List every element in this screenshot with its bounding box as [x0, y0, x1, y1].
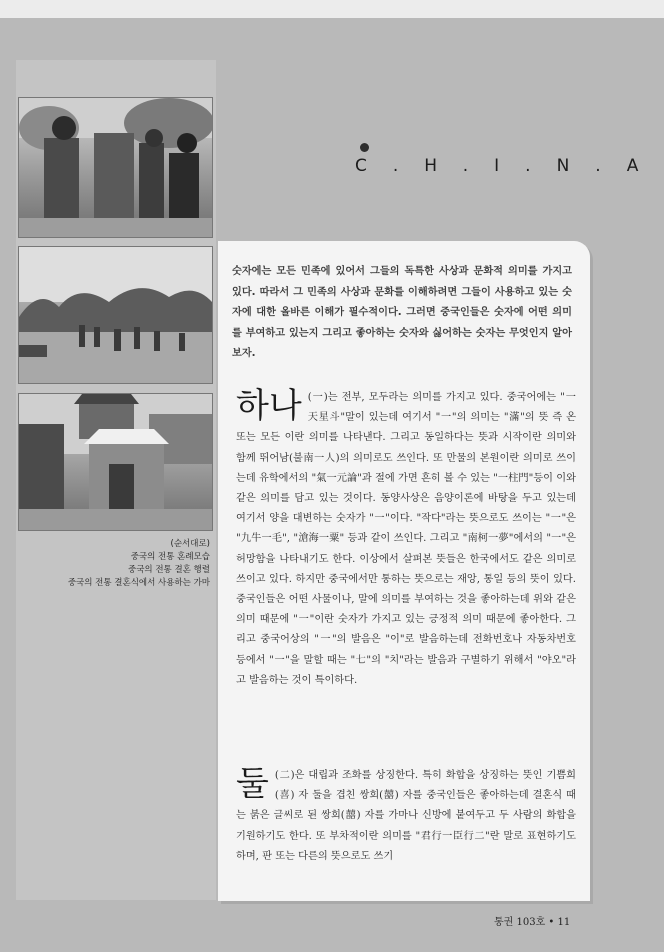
caption-line-2: 중국의 전통 결혼 행렬 [127, 565, 210, 575]
caption-line-order: (순서대로) [170, 539, 210, 549]
caption-line-1: 중국의 전통 혼례모습 [130, 552, 210, 562]
section-two-heading: 둘 [236, 764, 269, 804]
bullet-dot-icon [360, 143, 369, 152]
photo-wedding-ceremony-image [19, 98, 212, 237]
photo-wedding-palanquin [18, 393, 213, 531]
top-margin [0, 0, 664, 18]
photo-caption [30, 538, 210, 590]
section-one-text: (一)는 전부, 모두라는 의미를 가지고 있다. 중국어에는 "一天星斗"말이 있는데 여기서 "一"의 의미는 "滿"의 뜻 즉 온 또는 모든 이란 의미를 나타낸다. 그리고 동일하다는 뜻과 시작이란 의미와 함께 뛰어남(불南一人)의 의미로도 쓰인다. 또 만물의 본원이란 의미로 쓰이는데 유학에서의 "氣一元論"과 절에 가면 흔히 볼 수 있는 "一柱門"등이 이와 같은 의미를 담고 있는 것이다. 동양사상은 음양이론에 바탕을 두고 있는데 여기서 양을 대변하는 숫자가 "一"이다. "작다"라는 뜻으로도 쓰이는 "一"은 "九牛一毛", "滄海一粟" 등과 같이 쓰인다. 그리고 "南柯一夢"에서의 "一"은 허망함을 나타내기도 한다. 이상에서 살펴본 뜻들은 한국에서도 같은 의미로 쓰이고 있다. 하지만 중국에서만 통하는 뜻으로는 재앙, 통일 등의 뜻이 있다. 중국인들은 어떤 사물이나, 말에 의미를 부여하는 것을 좋아하는데 위와 같은 의미 때문에 "一"이란 숫자가 가지고 있는 긍정적 의미 때문에 좋아한다. 그리고 중국어상의 "一"의 발음은 "이"로 발음하는데 전화번호나 자동차번호 등에서 "一"을 말할 때는 "七"의 "치"라는 발음과 구별하기 위해서 "야오"라고 발음하는 것이 특이하다. [236, 392, 576, 686]
photo-wedding-procession [18, 246, 213, 384]
caption-line-3: 중국의 전통 결혼식에서 사용하는 가마 [67, 578, 210, 588]
section-one [236, 388, 576, 691]
page-footer: 통권 103호 • 11 [494, 917, 571, 928]
section-two [236, 766, 576, 867]
section-two-text: (二)은 대립과 조화를 상징한다. 특히 화합을 상징하는 뜻인 기쁨희(喜) 자 둘을 겹친 쌍희(囍) 자를 중국인들은 좋아하는데 결혼식 때는 붉은 글씨로 된 쌍희(囍) 자를 가마나 신방에 붙여두고 두 사람의 화합을 기원하기도 한다. 또 부차적이란 의미를 "君行一臣行二"란 말로 표현하기도 하며, 판 또는 다른의 뜻으로도 쓰기 [236, 770, 576, 862]
article-intro: 숫자에는 모든 민족에 있어서 그들의 독특한 사상과 문화적 의미를 가지고 있다. 따라서 그 민족의 사상과 문화를 이해하려면 그들이 사용하고 있는 숫자에 대한 올바른 이해가 필수적이다. 그러면 중국인들은 숫자에 어떤 의미를 부여하고 있는지 그리고 좋아하는 숫자와 싫어하는 숫자는 무엇인지 알아보자. [232, 266, 572, 359]
section-brand [355, 140, 664, 190]
photo-wedding-palanquin-image [19, 394, 212, 530]
section-one-heading: 하나 [236, 386, 302, 426]
photo-wedding-procession-image [19, 247, 212, 383]
brand-text: C.H.I.N.A [355, 156, 664, 176]
photo-wedding-ceremony [18, 97, 213, 238]
